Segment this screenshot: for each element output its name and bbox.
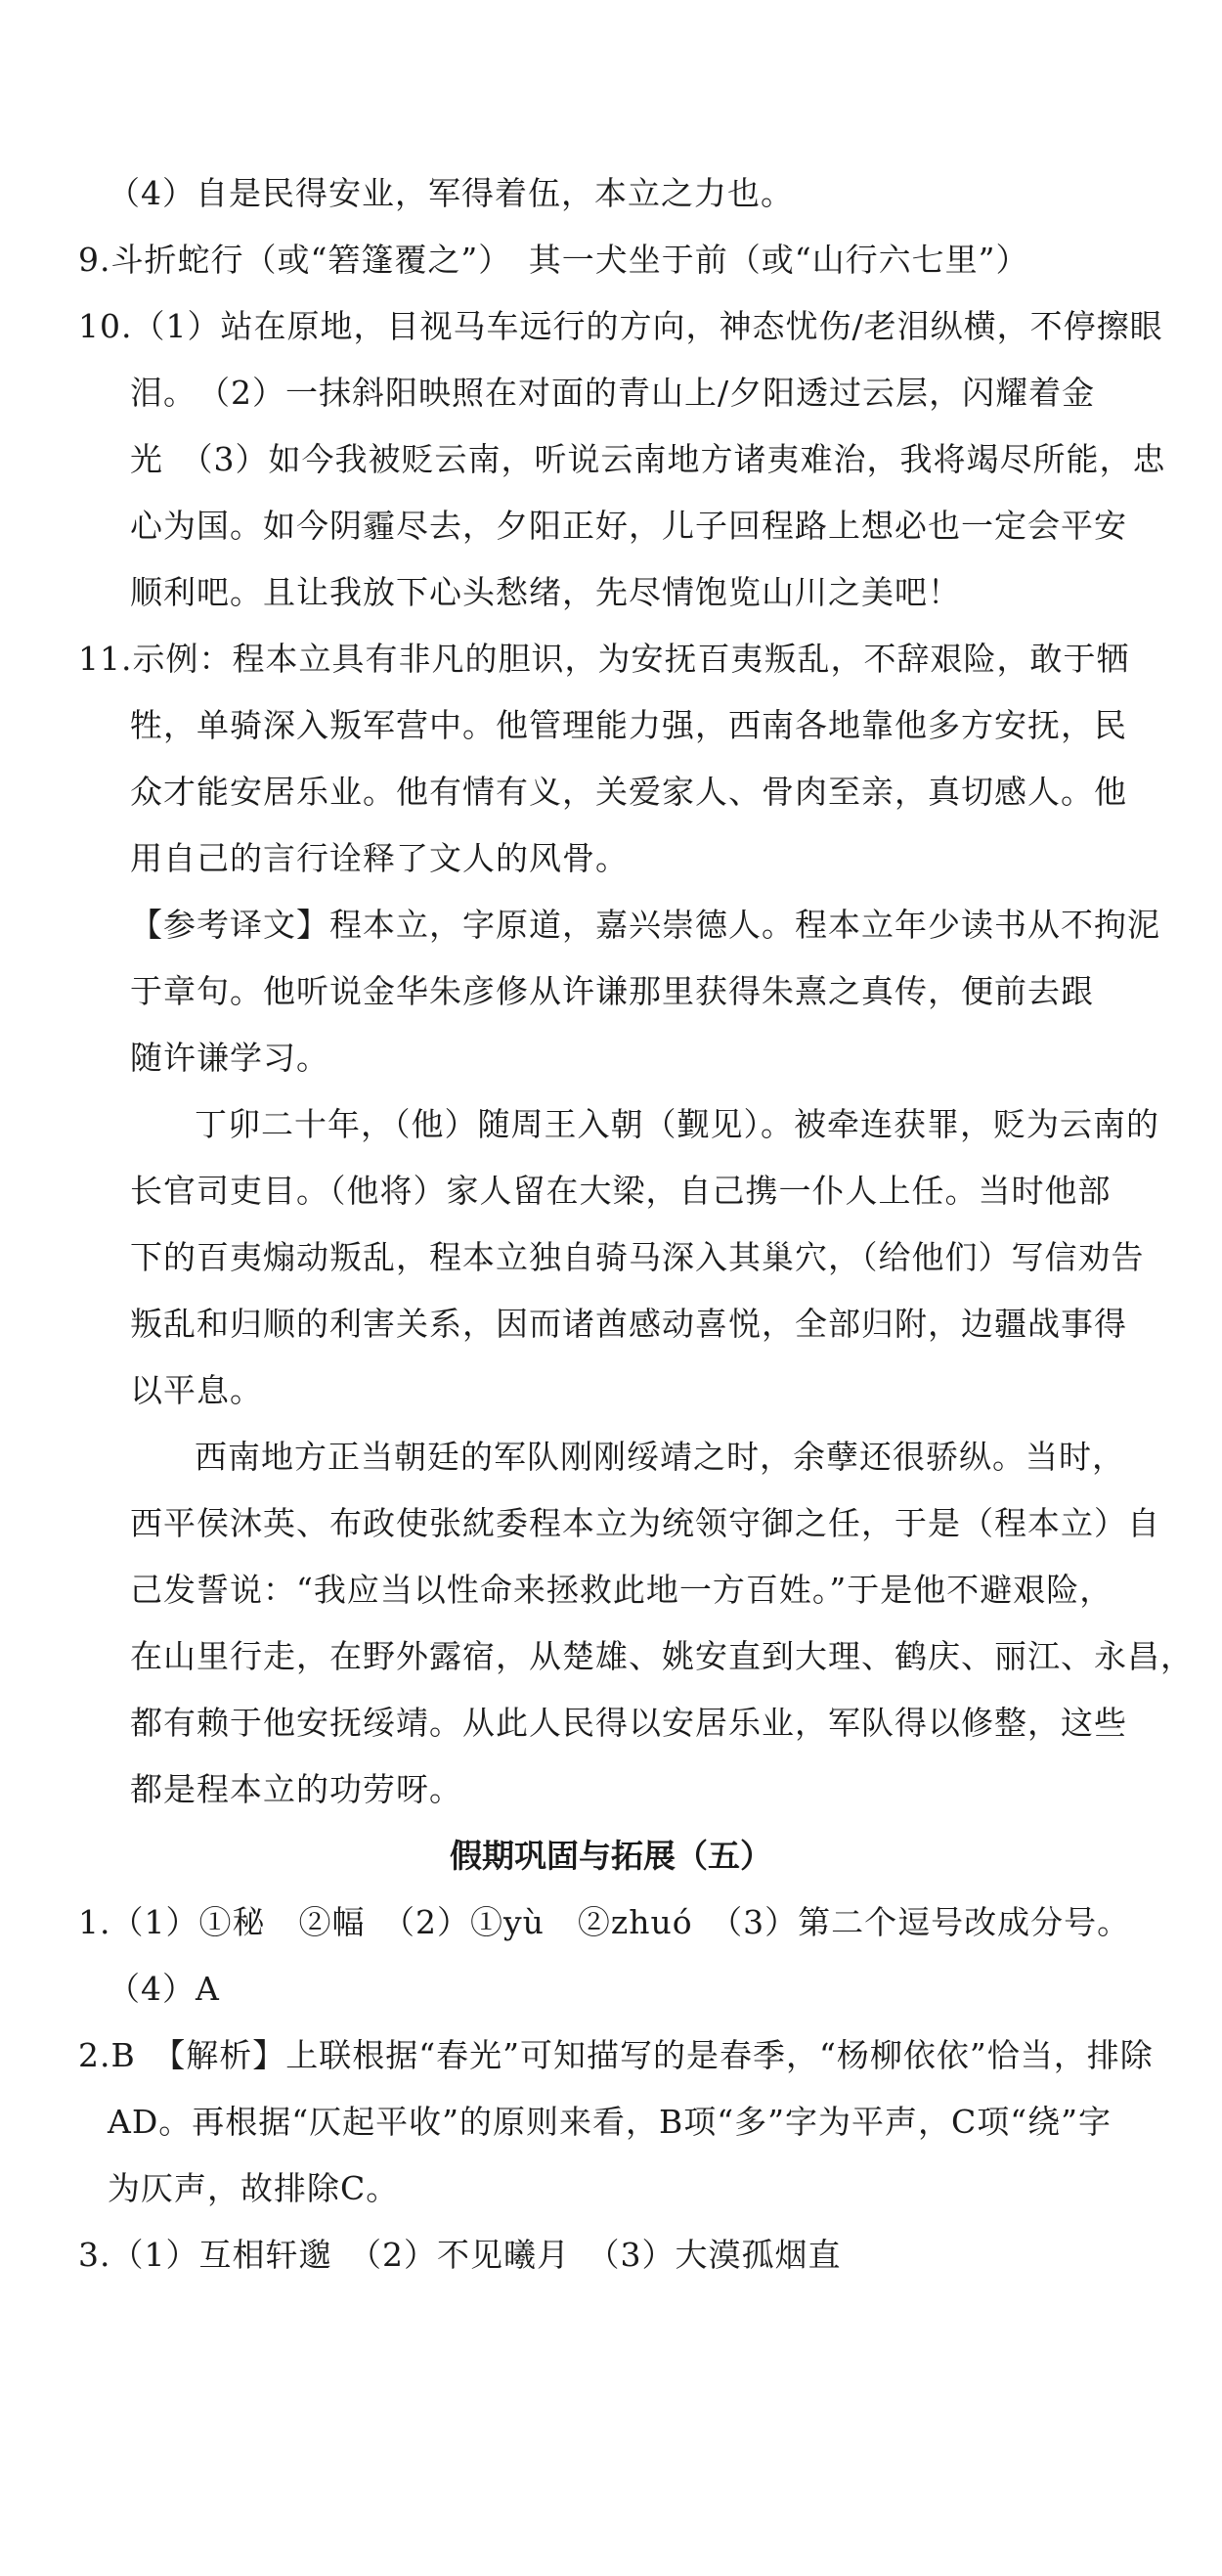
text-line: 己发誓说：“我应当以性命来拯救此地一方百姓。”于是他不避艰险，	[130, 1571, 1113, 1609]
text-line: 都有赖于他安抚绥靖。从此人民得以安居乐业，军队得以修整，这些	[130, 1704, 1127, 1742]
text-line: 为仄声，故排除C。	[108, 2169, 400, 2207]
text-line: 随许谦学习。	[130, 1039, 329, 1077]
text-line: （4）A	[108, 1970, 220, 2008]
text-line: 叛乱和归顺的利害关系，因而诸酋感动喜悦，全部归附，边疆战事得	[130, 1305, 1127, 1343]
text-line: 2.B 【解析】上联根据“春光”可知描写的是春季，“杨柳依依”恰当，排除	[78, 2036, 1154, 2074]
text-line: 9.斗折蛇行（或“箬篷覆之”） 其一犬坐于前（或“山行六七里”）	[78, 241, 1029, 279]
text-line: 长官司吏目。（他将）家人留在大梁，自己携一仆人上任。当时他部	[130, 1172, 1112, 1210]
text-line: 牲，单骑深入叛军营中。他管理能力强，西南各地靠他多方安抚，民	[130, 706, 1127, 744]
text-line: 在山里行走，在野外露宿，从楚雄、姚安直到大理、鹤庆、丽江、永昌，	[130, 1637, 1194, 1675]
text-line: 11.示例：程本立具有非凡的胆识，为安抚百夷叛乱，不辞艰险，敢于牺	[78, 640, 1130, 678]
text-line: 用自己的言行诠释了文人的风骨。	[130, 839, 629, 877]
text-line: 顺利吧。且让我放下心头愁绪，先尽情饱览山川之美吧！	[130, 573, 961, 611]
text-line: 西平侯沐英、布政使张紞委程本立为统领守御之任，于是（程本立）自	[130, 1504, 1160, 1542]
text-line: 众才能安居乐业。他有情有义，关爱家人、骨肉至亲，真切感人。他	[130, 773, 1127, 811]
text-line: AD。再根据“仄起平收”的原则来看，B项“多”字为平声，C项“绕”字	[108, 2103, 1113, 2141]
text-line: （4）自是民得安业，军得着伍，本立之力也。	[108, 174, 794, 212]
text-line: 以平息。	[130, 1371, 263, 1409]
text-line: 1.（1）①秘 ②幅 （2）①yù ②zhuó （3）第二个逗号改成分号。	[78, 1903, 1131, 1941]
text-line: 都是程本立的功劳呀。	[130, 1770, 462, 1808]
text-line: 光 （3）如今我被贬云南，听说云南地方诸夷难治，我将竭尽所能，忠	[130, 440, 1166, 478]
section-heading: 假期巩固与拓展（五）	[450, 1837, 772, 1875]
text-line: 下的百夷煽动叛乱，程本立独自骑马深入其巢穴，（给他们）写信劝告	[130, 1238, 1145, 1276]
text-line: 【参考译文】程本立，字原道，嘉兴崇德人。程本立年少读书从不拘泥	[130, 906, 1160, 944]
text-line: 3.（1）互相轩邈 （2）不见曦月 （3）大漠孤烟直	[78, 2236, 842, 2274]
text-line: 西南地方正当朝廷的军队刚刚绥靖之时，余孽还很骄纵。当时，	[195, 1438, 1125, 1476]
text-line: 丁卯二十年，（他）随周王入朝（觐见）。被牵连获罪，贬为云南的	[195, 1105, 1159, 1143]
text-line: 于章句。他听说金华朱彦修从许谦那里获得朱熹之真传，便前去跟	[130, 972, 1094, 1010]
text-line: 心为国。如今阴霾尽去，夕阳正好，儿子回程路上想必也一定会平安	[130, 507, 1127, 545]
text-line: 10.（1）站在原地，目视马车远行的方向，神态忧伤/老泪纵横，不停擦眼	[78, 307, 1163, 345]
text-line: 泪。 （2）一抹斜阳映照在对面的青山上/夕阳透过云层，闪耀着金	[130, 374, 1096, 412]
